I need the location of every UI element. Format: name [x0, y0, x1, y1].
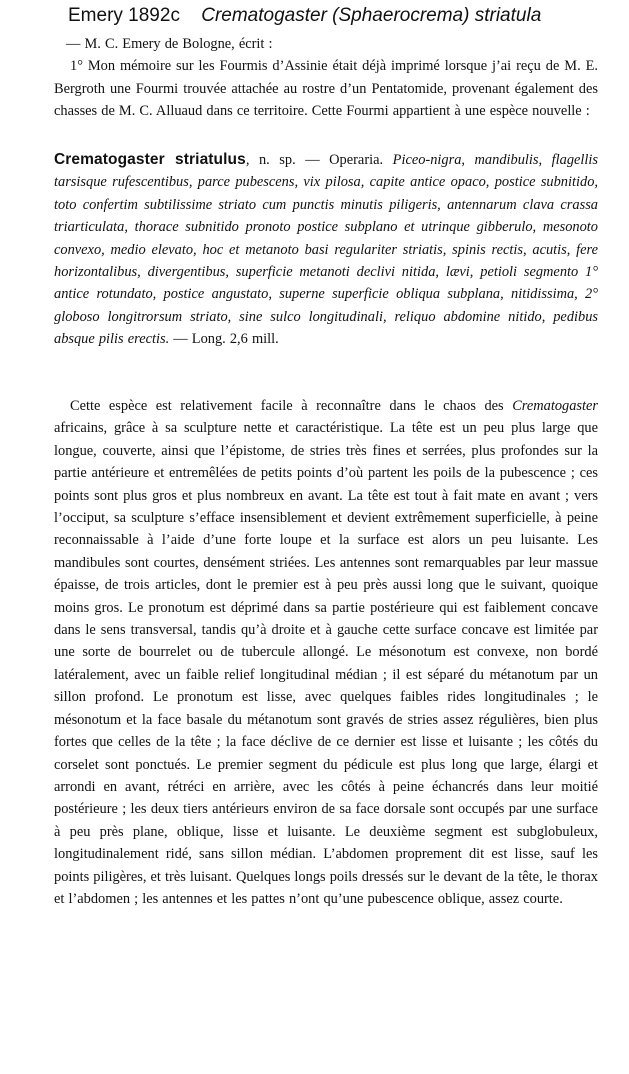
taxon-name: Crematogaster (Sphaerocrema) striatula — [201, 5, 542, 26]
species-length: — Long. 2,6 mill. — [173, 331, 279, 348]
page-header — [68, 4, 628, 28]
species-name: Crematogaster striatulus — [54, 151, 246, 168]
genus-name: Crematogaster — [512, 398, 598, 414]
discussion-text-body: africains, grâce à sa sculpture nette et caractéristique. La tête est un peu plus large que longue, couverte, ainsi que l’épistome, de stries très fines et serrées, plus profondes sur la partie antérieure et entremêlées de petits points d’où partent les poils de la pubescence ; ces points sont plus gros et plus nombreux en avant. La tête est tout à fait mate en avant ; vers l’occiput, sa sculpture s’efface insensiblement et devient extrêmement superficielle, à peine reconnaissable à l’aide d’une forte loupe et la surface est alors un peu luisante. Les mandibules sont courtes, densément striées. Les antennes sont remarquables par leur massue épaisse, de trois articles, dont le premier est à peu près aussi long que le suivant, quoique moins gros. Le pronotum est déprimé dans sa partie postérieure qui est faiblement concave dans le sens transversal, tandis qu’à droite et à gauche cette surface concave est limitée par une sorte de bourrelet ou de tubercule allongé. Le mésonotum est convexe, non bordé latéralement, avec un faible relief longitudinal médian ; il est séparé du métanotum par un sillon profond. Le pronotum est lisse, avec quelques faibles rides longitudinales ; le mésonotum et la face basale du métanotum sont gravés de stries assez régulières, bien plus fortes que celles de la tête ; la face déclive de ce dernier est lisse et luisante ; les côtés du corselet sont ponctués. Le premier segment du pédicule est plus long que large, élargi et arrondi en avant, rétréci en arrière, avec les côtés à peine échancrés dans leur moitié postérieure ; les deux tiers antérieurs environ de sa face dorsale sont occupés par une surface à peu près plane, oblique, lisse et luisante. Le deuxième segment est subglobuleux, longitudinalement ridé, sans sillon médian. L’abdomen proprement dit est lisse, sauf les points piligères, et très luisant. Quelques longs poils dressés sur le devant de la tête, le thorax et l’abdomen ; les antennes et les pattes n’ont qu’une pubescence oblique, assez courte. — [54, 420, 598, 907]
species-description — [54, 149, 598, 351]
latin-diagnosis: Piceo-nigra, mandibulis, flagellis tarsisque rufescentibus, parce pubescens, vix pilosa, capite antice opaco, postice subnitido, toto confertim subtilissime striato cum punctis minutis piligeris, antennarum clava crassa triarticulata, thorace subnitido pronoto postice subplano et utrinque gibberulo, mesonoto convexo, medio elevato, hoc et metanoto basi regulariter striatis, spinis rectis, acutis, fere horizontalibus, divergentibus, superficie metanoti declivi nitida, lævi, petioli segmento 1° antice rotundato, postice angustato, superne superficie obliqua subplana, nitidissima, 2° globoso longitrorsum striato, sine sulco longitudinali, reliquo abdomine nitido, pedibus absque pilis erectis. — [54, 152, 599, 348]
intro-paragraph: 1° Mon mémoire sur les Fourmis d’Assinie était déjà imprimé lorsque j’ai reçu de M. E. Bergroth une Fourmi trouvée attachée au rostre d’un Pentatomide, provenant également des chasses de M. C. Alluaud dans ce territoire. Cette Fourmi appartient à une espèce nouvelle : — [54, 58, 598, 120]
author-year: Emery 1892c — [68, 5, 180, 26]
intro-line: — M. C. Emery de Bologne, écrit : — [66, 36, 273, 52]
discussion-text-start: Cette espèce est relativement facile à reconnaître dans le chaos des — [70, 398, 504, 414]
intro-block — [54, 33, 598, 123]
discussion-paragraph — [54, 395, 598, 910]
species-rank: , n. sp. — Operaria. — [245, 152, 384, 168]
